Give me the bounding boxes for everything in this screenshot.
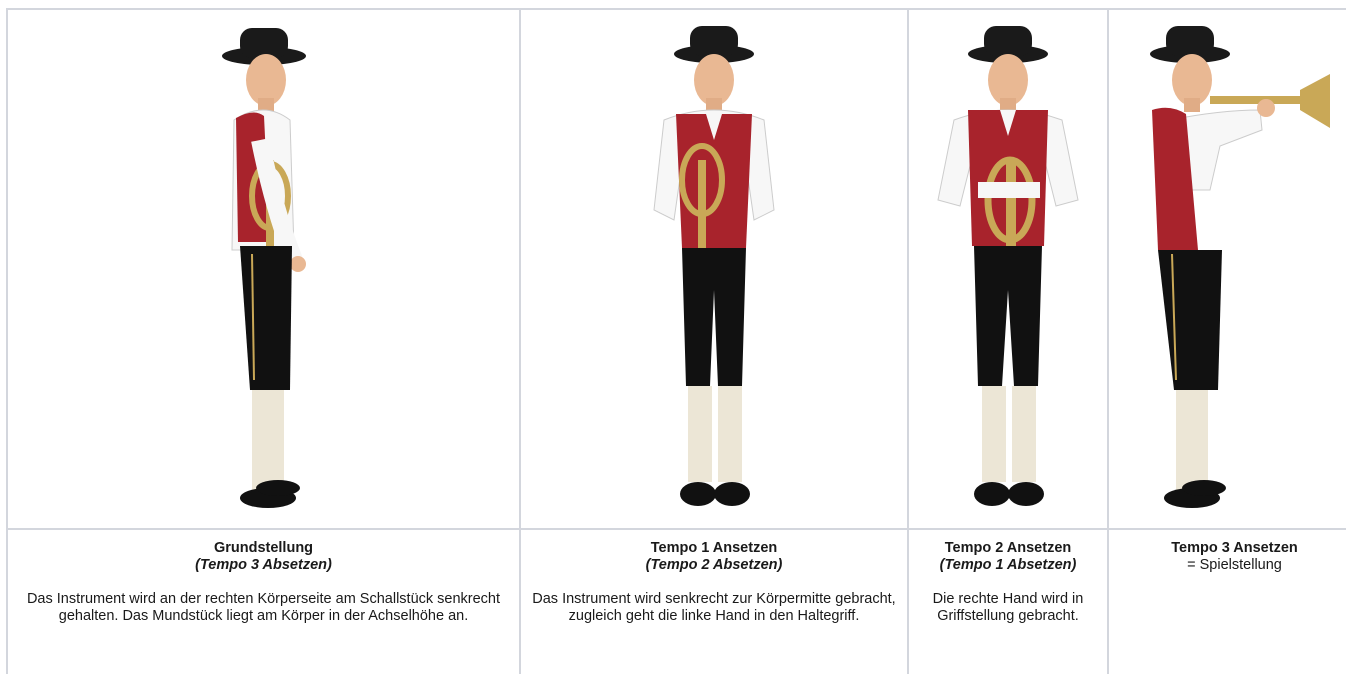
step-description: Die rechte Hand wird in Griffstellung gebracht. <box>932 591 1084 624</box>
step-description: Das Instrument wird senkrecht zur Körpermitte gebracht, zugleich geht die linke Hand in den Haltegriff. <box>532 591 896 624</box>
step-subtitle: (Tempo 3 Absetzen) <box>195 557 332 573</box>
column-tempo-3 <box>1109 10 1346 674</box>
step-subtitle: (Tempo 1 Absetzen) <box>939 557 1077 573</box>
musician-playing-image <box>1130 10 1340 522</box>
step-title: Tempo 1 Ansetzen <box>650 540 778 556</box>
step-title: Grundstellung <box>213 540 314 556</box>
step-description: Das Instrument wird an der rechten Körperseite am Schallstück senkrecht gehalten. Das Mundstück liegt am Körper in der Achselhöhe an. <box>26 591 501 624</box>
step-subtitle: (Tempo 2 Absetzen) <box>645 557 783 573</box>
musician-side-view-image <box>194 10 334 522</box>
step-title: Tempo 3 Ansetzen <box>1171 540 1298 556</box>
image-cell <box>8 10 519 530</box>
image-cell <box>521 10 907 530</box>
text-cell <box>8 540 519 625</box>
instruction-table <box>6 8 1346 674</box>
text-cell <box>909 540 1107 625</box>
step-title: Tempo 2 Ansetzen <box>944 540 1072 556</box>
column-tempo-1 <box>521 10 909 674</box>
step-note: = Spielstellung <box>1187 557 1282 573</box>
text-cell <box>521 540 907 625</box>
image-cell <box>1109 10 1346 530</box>
text-cell <box>1109 540 1346 574</box>
musician-front-view-image <box>634 10 794 522</box>
musician-front-grip-image <box>928 10 1088 522</box>
image-cell <box>909 10 1107 530</box>
column-grundstellung <box>8 10 521 674</box>
column-tempo-2 <box>909 10 1109 674</box>
